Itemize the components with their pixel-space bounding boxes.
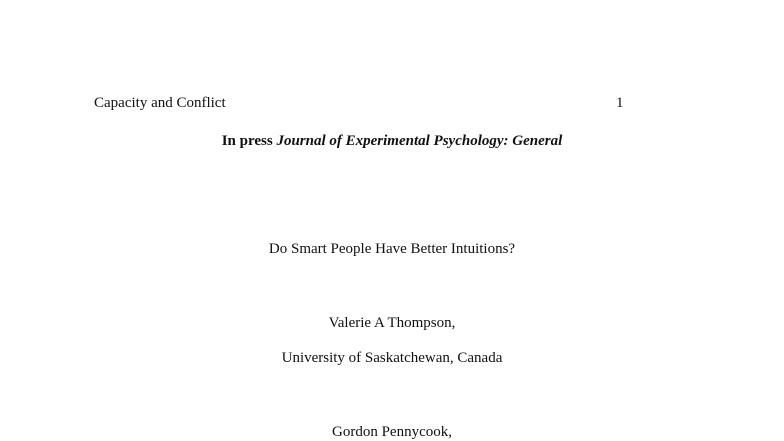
author-affiliation: University of Saskatchewan, Canada bbox=[281, 350, 503, 366]
running-head: Capacity and Conflict bbox=[94, 95, 226, 111]
page-number: 1 bbox=[616, 95, 624, 111]
author-name: Gordon Pennycook, bbox=[332, 424, 452, 440]
journal-name: Journal of Experimental Psychology: General bbox=[276, 133, 563, 149]
article-title: Do Smart People Have Better Intuitions? bbox=[268, 241, 516, 257]
press-note bbox=[0, 132, 784, 150]
press-prefix: In press bbox=[221, 133, 273, 149]
author-name: Valerie A Thompson, bbox=[328, 315, 456, 331]
